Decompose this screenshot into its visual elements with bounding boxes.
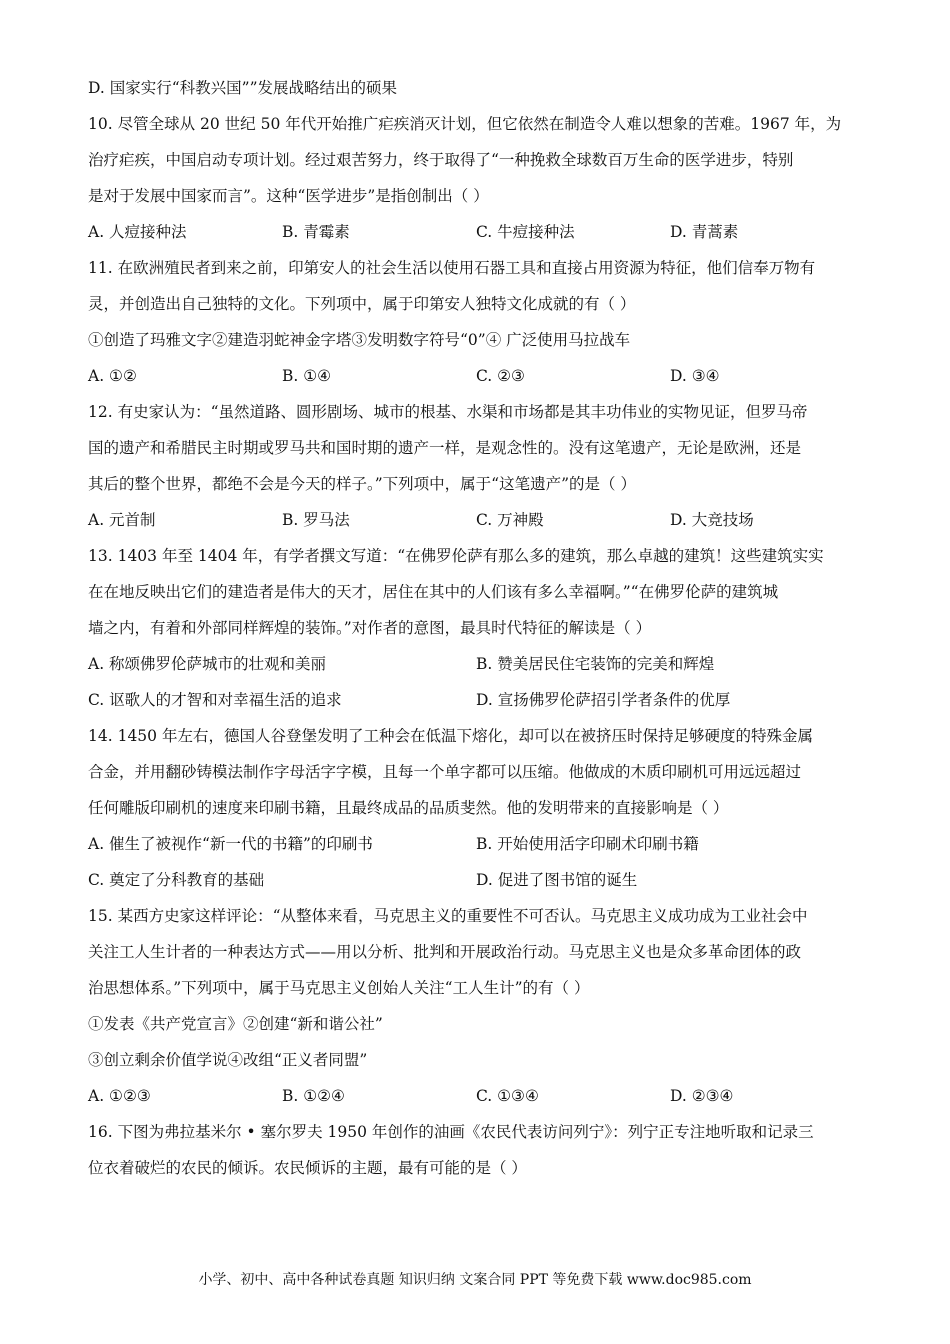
- option-b: B. 罗马法: [282, 511, 350, 529]
- option-b: B. ①②④: [282, 1087, 345, 1105]
- question-text-line: 灵，并创造出自己独特的文化。下列项中，属于印第安人独特文化成就的有（ ）: [88, 295, 636, 313]
- option-a: A. 称颂佛罗伦萨城市的壮观和美丽: [88, 655, 327, 673]
- prev-question-option-d: D. 国家实行“科教兴国””发展战略结出的硕果: [88, 79, 398, 97]
- option-c: C. 讴歌人的才智和对幸福生活的追求: [88, 691, 342, 709]
- question-text-line: 是对于发展中国家而言”。这种“医学进步”是指创制出（ ）: [88, 187, 489, 205]
- option-c: C. 牛痘接种法: [476, 223, 575, 241]
- option-d: D. ②③④: [670, 1087, 734, 1105]
- option-d: D. ③④: [670, 367, 720, 385]
- question-text-line: 11. 在欧洲殖民者到来之前，印第安人的社会生活以使用石器工具和直接占用资源为特征，他们信奉万物有: [88, 259, 816, 277]
- question-text-line: 其后的整个世界，都绝不会是今天的样子。”下列项中，属于“这笔遗产”的是（ ）: [88, 475, 636, 493]
- question-text-line: 12. 有史家认为：“虽然道路、圆形剧场、城市的根基、水渠和市场都是其丰功伟业的实物见证，但罗马帝: [88, 403, 808, 421]
- question-text-line: 国的遗产和希腊民主时期或罗马共和国时期的遗产一样，是观念性的。没有这笔遗产，无论是欧洲，还是: [88, 439, 802, 457]
- question-text-line: 治疗疟疾，中国启动专项计划。经过艰苦努力，终于取得了“一种挽救全球数百万生命的医学进步，特别: [88, 151, 794, 169]
- question-statements: ①创造了玛雅文字②建造羽蛇神金字塔③发明数字符号“0”④ 广泛使用马拉战车: [88, 331, 631, 349]
- question-text-line: 在在地反映出它们的建造者是伟大的天才，居住在其中的人们该有多么幸福啊。”“在佛罗伦萨的建筑城: [88, 583, 779, 601]
- option-a: A. ①②③: [88, 1087, 151, 1105]
- option-a: A. 催生了被视作“新一代的书籍”的印刷书: [88, 835, 373, 853]
- question-text-line: 位衣着破烂的农民的倾诉。农民倾诉的主题，最有可能的是（ ）: [88, 1159, 527, 1177]
- question-text-line: 16. 下图为弗拉基米尔 • 塞尔罗夫 1950 年创作的油画《农民代表访问列宁》：列宁正专注地听取和记录三: [88, 1123, 814, 1141]
- option-b: B. 开始使用活字印刷术印刷书籍: [476, 835, 699, 853]
- question-text-line: 13. 1403 年至 1404 年，有学者撰文写道：“在佛罗伦萨有那么多的建筑，那么卓越的建筑！这些建筑实实: [88, 547, 824, 565]
- question-statements: ③创立剩余价值学说④改组“正义者同盟”: [88, 1051, 368, 1069]
- option-a: A. ①②: [88, 367, 137, 385]
- question-text-line: 10. 尽管全球从 20 世纪 50 年代开始推广疟疾消灭计划，但它依然在制造令人难以想象的苦难。1967 年，为: [88, 115, 842, 133]
- question-text-line: 治思想体系。”下列项中，属于马克思主义创始人关注“工人生计”的有（ ）: [88, 979, 590, 997]
- option-c: C. ①③④: [476, 1087, 539, 1105]
- option-d: D. 青蒿素: [670, 223, 739, 241]
- option-c: C. 万神殿: [476, 511, 544, 529]
- question-text-line: 任何雕版印刷机的速度来印刷书籍，且最终成品的品质斐然。他的发明带来的直接影响是（ ）: [88, 799, 729, 817]
- question-statements: ①发表《共产党宣言》②创建“新和谐公社”: [88, 1015, 383, 1033]
- option-a: A. 人痘接种法: [88, 223, 187, 241]
- question-text-line: 墙之内，有着和外部同样辉煌的装饰。”对作者的意图，最具时代特征的解读是（ ）: [88, 619, 652, 637]
- question-text-line: 关注工人生计者的一种表达方式——用以分析、批判和开展政治行动。马克思主义也是众多革命团体的政: [88, 943, 802, 961]
- question-text-line: 合金，并用翻砂铸模法制作字母活字字模，且每一个单字都可以压缩。他做成的木质印刷机可用远远超过: [88, 763, 802, 781]
- option-d: D. 宣扬佛罗伦萨招引学者条件的优厚: [476, 691, 731, 709]
- option-d: D. 大竞技场: [670, 511, 754, 529]
- question-text-line: 15. 某西方史家这样评论：“从整体来看，马克思主义的重要性不可否认。马克思主义成功成为工业社会中: [88, 907, 808, 925]
- option-b: B. 赞美居民住宅装饰的完美和辉煌: [476, 655, 715, 673]
- option-b: B. 青霉素: [282, 223, 350, 241]
- question-text-line: 14. 1450 年左右，德国人谷登堡发明了工种会在低温下熔化，却可以在被挤压时保持足够硬度的特殊金属: [88, 727, 813, 745]
- option-a: A. 元首制: [88, 511, 156, 529]
- option-b: B. ①④: [282, 367, 332, 385]
- option-d: D. 促进了图书馆的诞生: [476, 871, 638, 889]
- page-footer: 小学、初中、高中各种试卷真题 知识归纳 文案合同 PPT 等免费下载 www.doc985.com: [198, 1272, 752, 1288]
- option-c: C. ②③: [476, 367, 525, 385]
- option-c: C. 奠定了分科教育的基础: [88, 871, 265, 889]
